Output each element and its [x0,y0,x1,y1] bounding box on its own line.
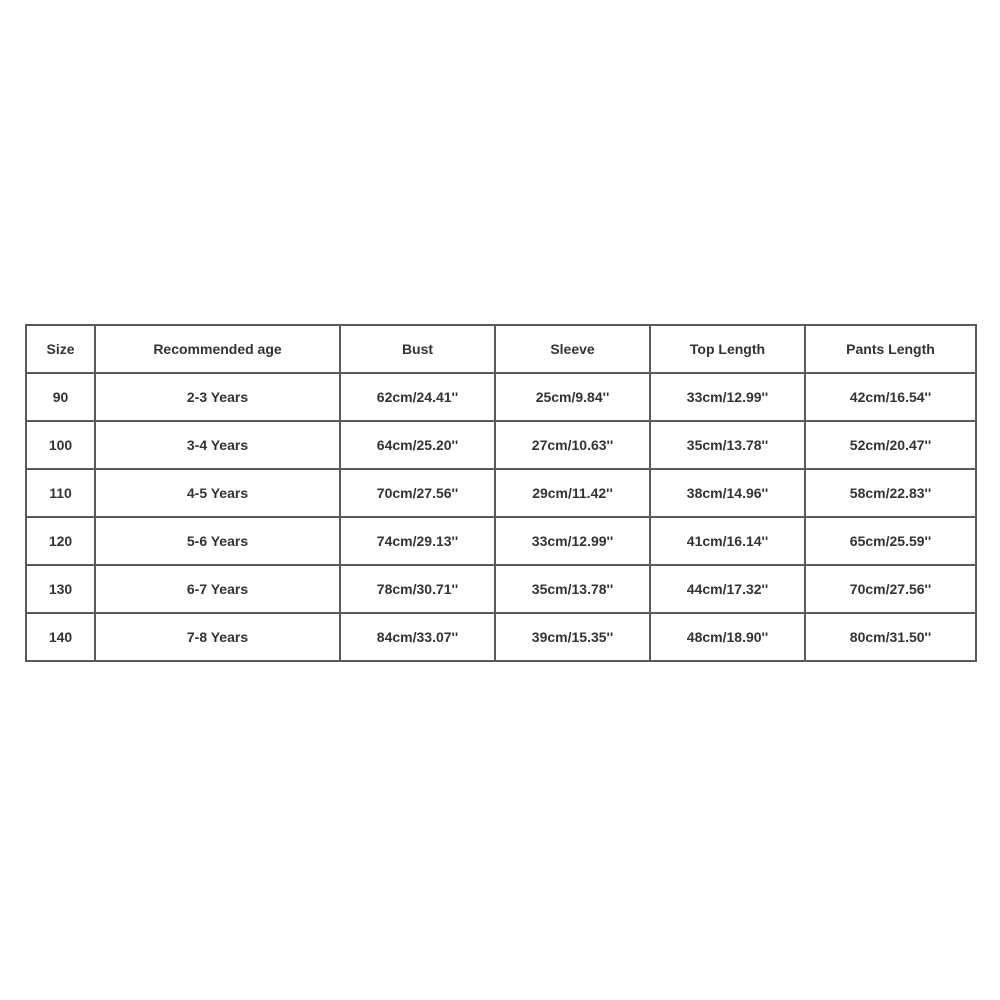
table-row [26,613,976,661]
cell-pants-length: 58cm/22.83'' [805,469,976,517]
table-header-row [26,325,976,373]
cell-sleeve: 25cm/9.84'' [495,373,650,421]
cell-top-length: 38cm/14.96'' [650,469,805,517]
cell-recommended-age: 7-8 Years [95,613,340,661]
table-row [26,469,976,517]
size-chart-table [25,324,977,662]
cell-top-length: 41cm/16.14'' [650,517,805,565]
header-size: Size [26,325,95,373]
cell-sleeve: 33cm/12.99'' [495,517,650,565]
table-row [26,517,976,565]
cell-size: 140 [26,613,95,661]
cell-sleeve: 39cm/15.35'' [495,613,650,661]
cell-bust: 70cm/27.56'' [340,469,495,517]
header-top-length: Top Length [650,325,805,373]
cell-recommended-age: 6-7 Years [95,565,340,613]
cell-bust: 84cm/33.07'' [340,613,495,661]
cell-top-length: 33cm/12.99'' [650,373,805,421]
cell-sleeve: 29cm/11.42'' [495,469,650,517]
header-sleeve: Sleeve [495,325,650,373]
cell-size: 120 [26,517,95,565]
cell-recommended-age: 4-5 Years [95,469,340,517]
cell-recommended-age: 2-3 Years [95,373,340,421]
cell-bust: 74cm/29.13'' [340,517,495,565]
cell-top-length: 35cm/13.78'' [650,421,805,469]
header-pants-length: Pants Length [805,325,976,373]
cell-pants-length: 70cm/27.56'' [805,565,976,613]
cell-bust: 62cm/24.41'' [340,373,495,421]
table-row [26,421,976,469]
cell-recommended-age: 3-4 Years [95,421,340,469]
cell-size: 130 [26,565,95,613]
cell-size: 90 [26,373,95,421]
table-row [26,373,976,421]
cell-bust: 64cm/25.20'' [340,421,495,469]
header-recommended-age: Recommended age [95,325,340,373]
cell-top-length: 48cm/18.90'' [650,613,805,661]
cell-sleeve: 35cm/13.78'' [495,565,650,613]
cell-pants-length: 42cm/16.54'' [805,373,976,421]
cell-pants-length: 80cm/31.50'' [805,613,976,661]
cell-bust: 78cm/30.71'' [340,565,495,613]
table-row [26,565,976,613]
header-bust: Bust [340,325,495,373]
cell-size: 100 [26,421,95,469]
cell-pants-length: 52cm/20.47'' [805,421,976,469]
cell-pants-length: 65cm/25.59'' [805,517,976,565]
cell-size: 110 [26,469,95,517]
cell-recommended-age: 5-6 Years [95,517,340,565]
cell-sleeve: 27cm/10.63'' [495,421,650,469]
cell-top-length: 44cm/17.32'' [650,565,805,613]
